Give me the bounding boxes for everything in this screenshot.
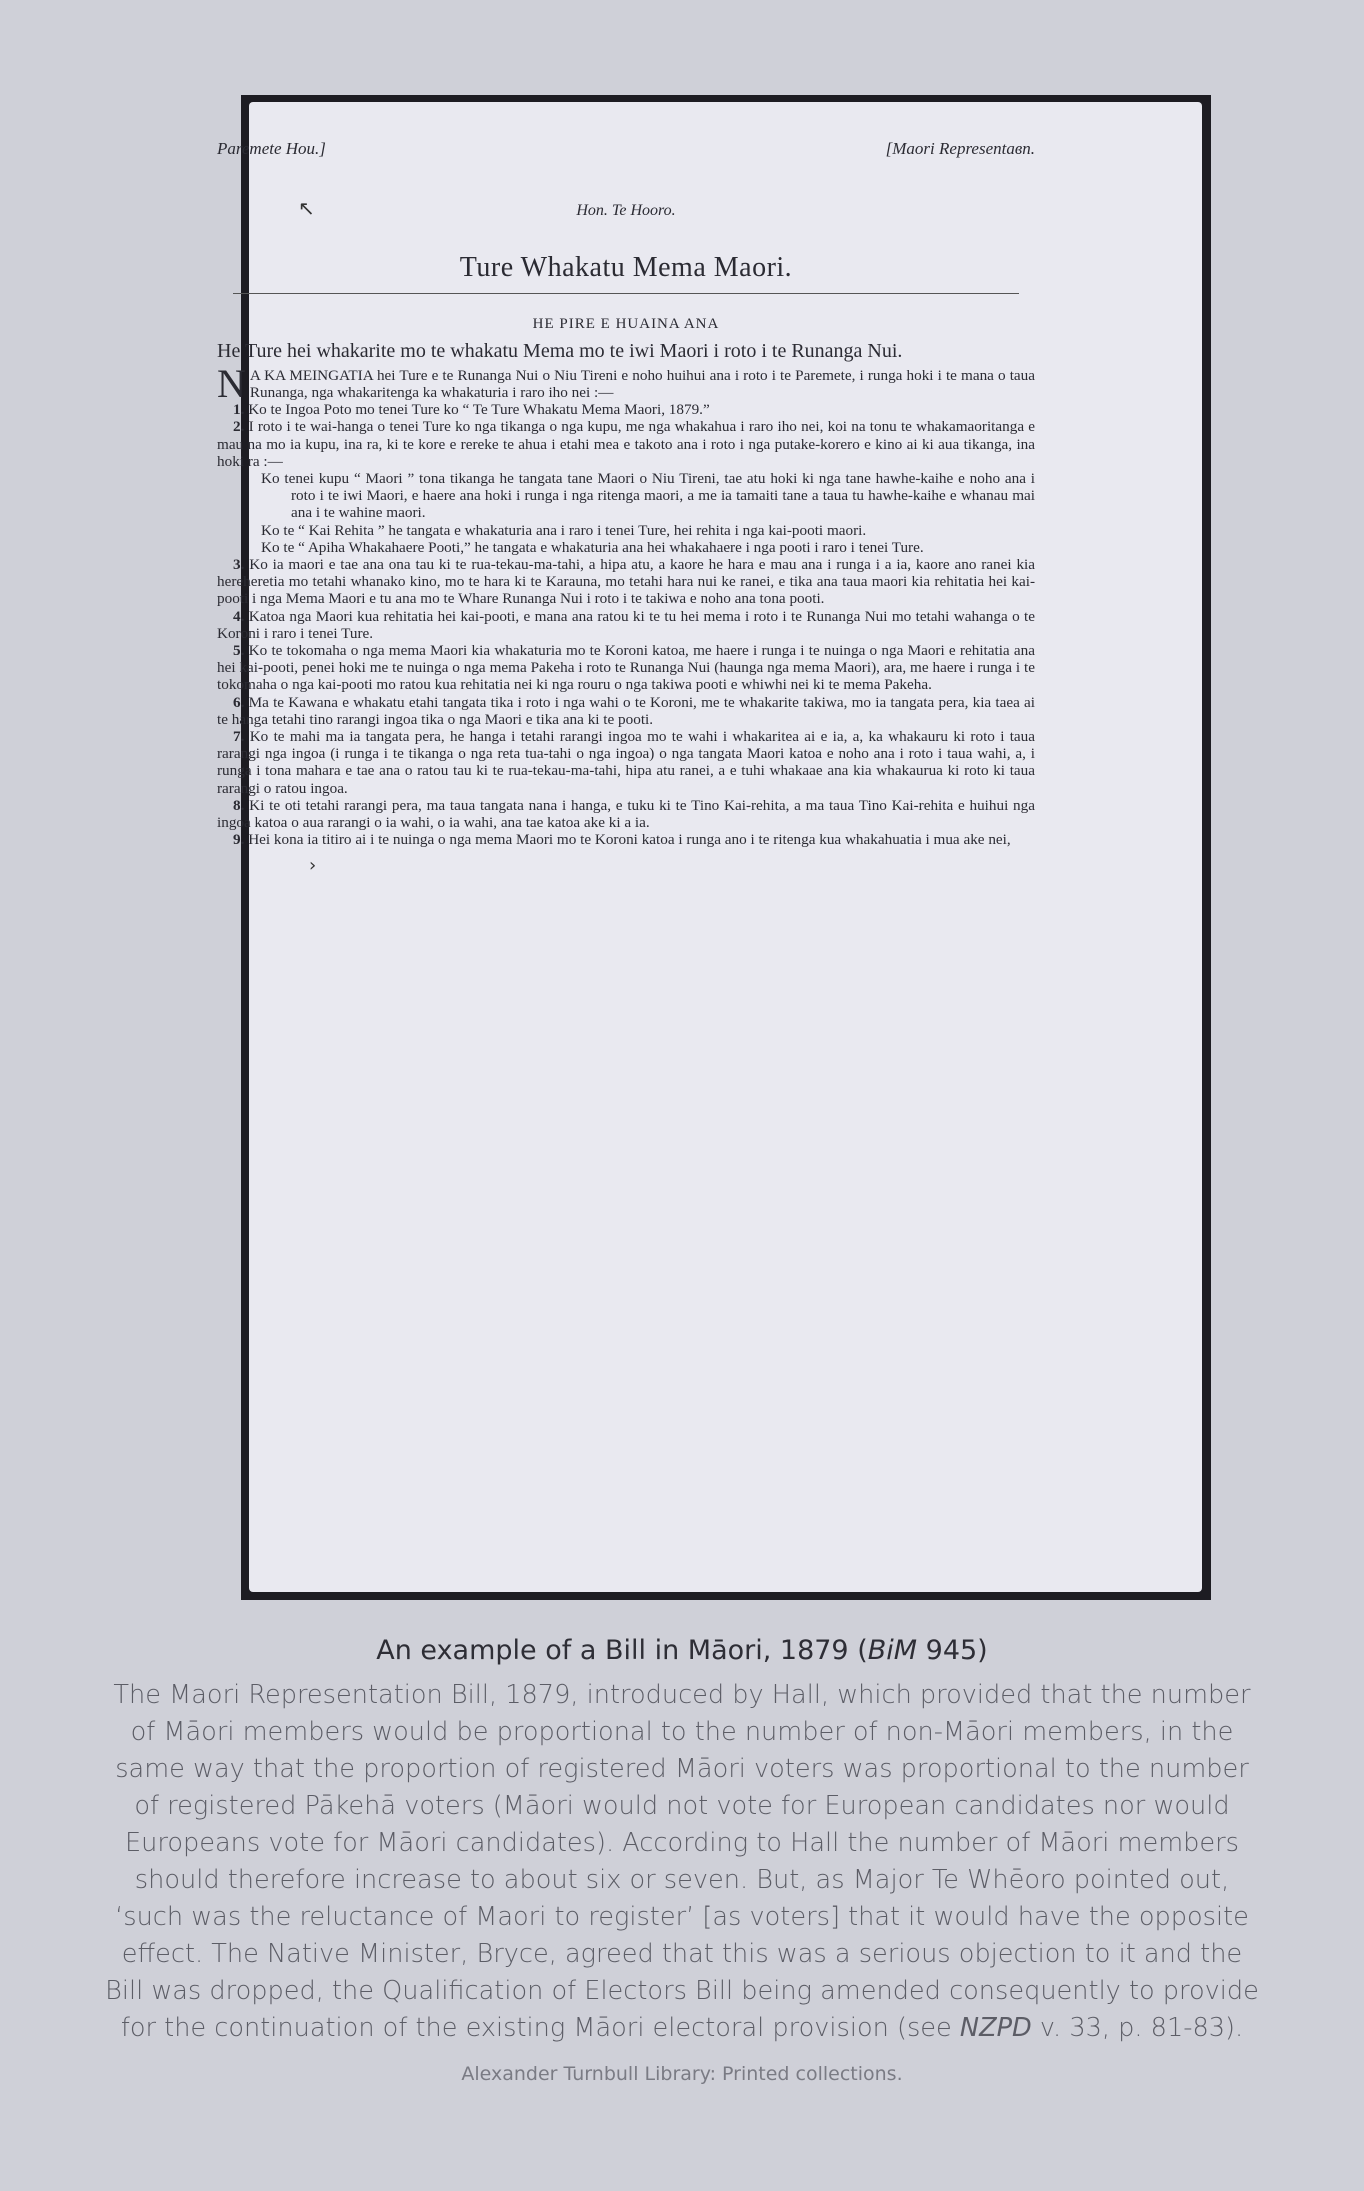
running-header — [217, 140, 1035, 157]
bill-subtitle: HE PIRE E HUAINA ANA — [532, 315, 720, 332]
section-9: 9. Hei kona ia titiro ai i te nuinga o nga mema Maori mo te Koroni katoa i runga ano i te ritenga kua whakahuatia i mua ake nei, — [233, 831, 1011, 849]
header-right: [Maori Representaвn. — [885, 139, 1035, 158]
section-6: 6. Ma te Kawana e whakatu etahi tangata tika i roto i nga wahi o te Koroni, me te whakarite takiwa, mo ia tangata pera, kia taea ai te hanga tetahi tino rarangi ingoa tika o nga Maori e tika ana ki te pooti. — [217, 693, 1035, 728]
title-rule — [233, 293, 1018, 294]
definition-kai-rehita: Ko te “ Kai Rehita ” he tangata e whakaturia ana i raro i tenei Ture, hei rehita i nga kai-pooti maori. — [261, 521, 867, 539]
section-2: 2. I roto i te wai-hanga o tenei Ture ko nga tikanga o nga kupu, me nga whakahua i raro iho nei, koi na tonu te whakamaoritanga e mau na mo ia kupu, ina ra, ki te kore e rereke te ahua i etahi mea e takoto ana i roto i nga putake-korero e kino ai ki aua tikanga, ina hoki ra :— — [217, 418, 1035, 470]
bill-title: Ture Whakatu Mema Maori. — [459, 252, 793, 284]
caption-title: An example of a Bill in Māori, 1879 (BiM 945) — [376, 1635, 988, 1666]
section-7: 7. Ko te mahi ma ia tangata pera, he hanga i tetahi rarangi ingoa mo te wahi i whakaritea ai e ia, a, ka whakauru ki roto i taua rarangi nga ingoa (i runga i te tikanga o nga reta tua-tahi o nga ingoa) o nga tangata Maori katoa e noho ana i roto i taua wahi, a, i runga i tona mahara e tae ana o ratou tau ki te rua-tekau-ma-tahi, hipa atu ranei, a e tuhi whakaae ana kia whakaurua ki roto ki taua rarangi o ratou ingoa. — [217, 728, 1036, 797]
section-8: 8. Ki te oti tetahi rarangi pera, ma taua tangata nana i hanga, e tuku ki te Tino Kai-rehita, a ma taua Tino Kai-rehita e huihui nga ingoa katoa o aua rarangi o ia wahi, o ia wahi, ana tae katoa ake ki a ia. — [217, 796, 1035, 832]
bill-text — [217, 140, 1035, 849]
definition-maori: Ko tenei kupu “ Maori ” tona tikanga he tangata tane Maori o Niu Tireni, tae atu hoki ki nga tane hawhe-kaihe e noho ana i roto i te iwi Maori, e haere ana hoki i runga i nga ritenga maori, a me ia tamaiti tane a taua tu hawhe-kaihe e whanau mai ana i te wahine maori. — [261, 470, 1035, 522]
bill-author: Hon. Te Hooro. — [576, 202, 676, 220]
margin-mark: ↖ — [298, 196, 315, 220]
section-5: 5. Ko te tokomaha o nga mema Maori kia whakaturia mo te Koroni katoa, me haere i runga i te nuinga o nga Maori e rehitatia ana hei kai-pooti, penei hoki me te nuinga o nga mema Pakeha i roto te Runanga Nui (haunga nga mema Maori), ara, me haere i runga i te tokomaha o nga kai-pooti mo ratou kua rehitatia nei ki nga rouru o nga takiwa pooti e whiwhi nei ki te mema Pakeha. — [217, 642, 1035, 694]
long-title: He Ture hei whakarite mo te whakatu Mema mo te iwi Maori i roto i te Runanga Nui. — [217, 339, 903, 362]
enacting-clause: N A KA MEINGATIA hei Ture e te Runanga Nui o Niu Tireni e noho huihui ana i roto i te Paremete, i runga hoki i te mana o taua Runanga, nga whakaritenga ka whakaturia i raro iho nei :— — [217, 360, 1035, 406]
header-left: Paremete Hou.] — [217, 139, 326, 158]
section-1: 1. Ko te Ingoa Poto mo tenei Ture ko “ Te Ture Whakatu Mema Maori, 1879.” — [233, 401, 710, 419]
definition-apiha: Ko te “ Apiha Whakahaere Pooti,” he tangata e whakaturia ana hei whakahaere i nga pooti i raro i tenei Ture. — [261, 538, 924, 556]
section-4: 4. Katoa nga Maori kua rehitatia hei kai-pooti, e mana ana ratou ki te tu hei mema i roto i te Runanga Nui mo tetahi wahanga o te Koroni i raro i tenei Ture. — [217, 607, 1035, 642]
drop-cap: N — [217, 360, 246, 406]
caption-body: The Maori Representation Bill, 1879, introduced by Hall, which provided that the number of Māori members would be proportional to the number of non-Māori members, in the same way that the proportion of registered Māori voters was proportional to the number of registered Pākehā voters (Māori would not vote for European candidates nor would Europeans vote for Māori candidates). According to Hall the number of Māori members should therefore increase to about six or seven. But, as Major Te Whēoro pointed out, ‘such was the reluctance of Maori to register’ [as voters] that it would have the opposite effect. The Native Minister, Bryce, agreed that this was a serious objection to it and the Bill was dropped, the Qualification of Electors Bill being amended consequently to provide for the continuation of the existing Māori electoral provision (see NZPD v. 33, p. 81-83). — [105, 1680, 1259, 2043]
caption-credit: Alexander Turnbull Library: Printed collections. — [461, 2063, 903, 2085]
margin-mark: › — [309, 855, 317, 876]
section-3: 3. Ko ia maori e tae ana ona tau ki te rua-tekau-ma-tahi, a hipa atu, a kaore he hara e mau ana i runga i a ia, kaore ano ranei kia hereheretia mo tetahi whanako kino, mo te hara ki te Karauna, mo tetahi hara nui ke ranei, e tika ana taua maori kia rehitatia hei kai-pooti i nga Mema Maori e tu ana mo te Whare Runanga Nui i roto i te takiwa e noho ana tona pooti. — [217, 556, 1035, 608]
